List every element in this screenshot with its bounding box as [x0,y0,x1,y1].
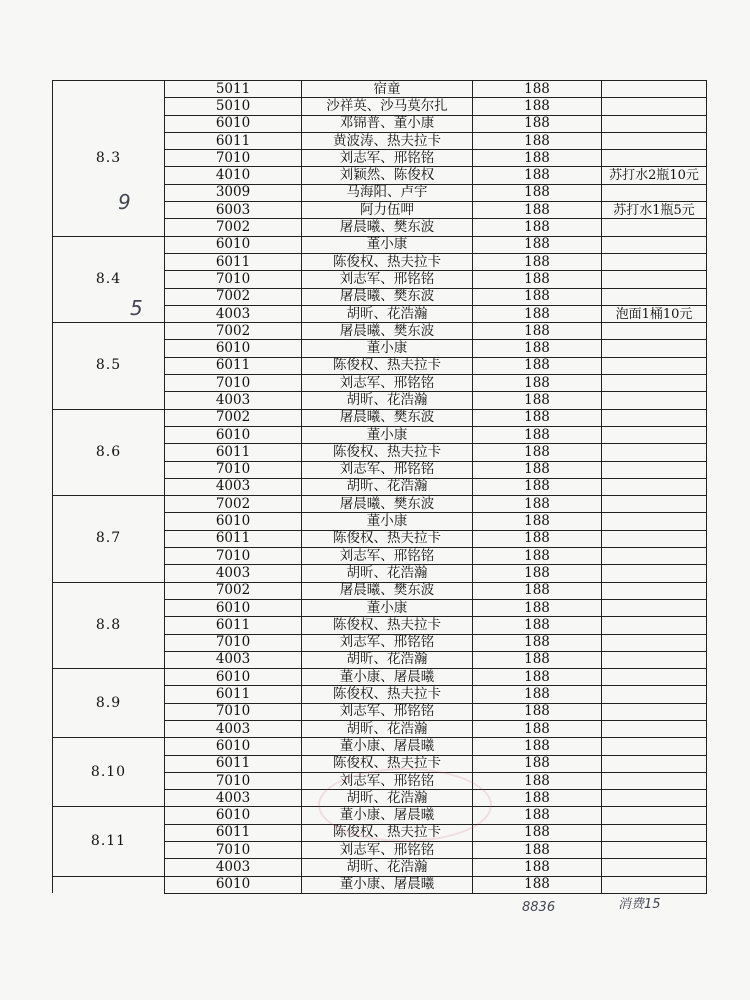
note-cell [602,253,707,270]
guest-names-cell: 胡昕、花浩瀚 [302,651,473,668]
room-number-cell: 7002 [165,219,302,236]
note-cell [602,98,707,115]
note-cell [602,807,707,824]
amount-cell: 188 [473,859,602,876]
guest-names-cell: 屠晨曦、樊东波 [302,409,473,426]
note-cell [602,444,707,461]
guest-names-cell: 屠晨曦、樊东波 [302,582,473,599]
note-cell [602,617,707,634]
note-cell: 苏打水2瓶10元 [602,167,707,184]
room-number-cell: 6011 [165,824,302,841]
amount-cell: 188 [473,132,602,149]
room-number-cell: 6011 [165,444,302,461]
guest-names-cell: 董小康 [302,340,473,357]
amount-cell: 188 [473,565,602,582]
note-cell [602,772,707,789]
guest-names-cell: 陈俊权、热夫拉卡 [302,824,473,841]
note-cell [602,599,707,616]
note-cell [602,703,707,720]
amount-cell: 188 [473,772,602,789]
guest-names-cell: 屠晨曦、樊东波 [302,219,473,236]
date-cell: 8.5 [53,323,165,409]
table-row [53,81,707,98]
date-cell: 8.11 [53,807,165,876]
note-cell [602,375,707,392]
note-cell [602,824,707,841]
amount-cell: 188 [473,150,602,167]
amount-cell: 188 [473,340,602,357]
amount-cell: 188 [473,184,602,201]
room-number-cell: 6010 [165,340,302,357]
amount-cell: 188 [473,271,602,288]
guest-names-cell: 刘志军、邢铭铭 [302,772,473,789]
guest-names-cell: 董小康 [302,236,473,253]
table-row [53,582,707,599]
amount-cell: 188 [473,755,602,772]
guest-names-cell: 陈俊权、热夫拉卡 [302,253,473,270]
room-number-cell: 6010 [165,426,302,443]
room-number-cell: 6010 [165,115,302,132]
room-number-cell: 6011 [165,530,302,547]
room-number-cell: 7002 [165,409,302,426]
guest-names-cell: 陈俊权、热夫拉卡 [302,686,473,703]
guest-names-cell: 胡昕、花浩瀚 [302,790,473,807]
guest-names-cell: 屠晨曦、樊东波 [302,323,473,340]
note-cell [602,357,707,374]
room-number-cell: 5010 [165,98,302,115]
amount-cell: 188 [473,807,602,824]
amount-cell: 188 [473,703,602,720]
guest-names-cell: 董小康 [302,513,473,530]
guest-names-cell: 胡昕、花浩瀚 [302,859,473,876]
amount-cell: 188 [473,738,602,755]
guest-names-cell: 宿童 [302,81,473,98]
note-cell [602,271,707,288]
guest-names-cell: 胡昕、花浩瀚 [302,720,473,737]
amount-cell: 188 [473,219,602,236]
guest-names-cell: 董小康、屠晨曦 [302,738,473,755]
amount-cell: 188 [473,426,602,443]
amount-cell: 188 [473,236,602,253]
amount-cell: 188 [473,288,602,305]
room-number-cell: 6011 [165,686,302,703]
amount-cell: 188 [473,392,602,409]
note-cell [602,755,707,772]
note-cell [602,634,707,651]
table-row [53,409,707,426]
room-number-cell: 4003 [165,651,302,668]
room-number-cell: 6010 [165,599,302,616]
guest-names-cell: 陈俊权、热夫拉卡 [302,617,473,634]
table-row [53,236,707,253]
table-row [53,876,707,893]
guest-names-cell: 刘志军、邢铭铭 [302,703,473,720]
amount-cell: 188 [473,599,602,616]
room-number-cell: 7002 [165,496,302,513]
guest-names-cell: 刘志军、邢铭铭 [302,461,473,478]
guest-names-cell: 刘志军、邢铭铭 [302,634,473,651]
handwritten-total: 8836 [522,900,556,915]
date-cell: 8.9 [53,669,165,738]
date-cell: 8.4 [53,236,165,322]
room-number-cell: 7010 [165,461,302,478]
guest-names-cell: 陈俊权、热夫拉卡 [302,530,473,547]
guest-names-cell: 陈俊权、热夫拉卡 [302,357,473,374]
date-cell: 8.7 [53,496,165,582]
guest-names-cell: 陈俊权、热夫拉卡 [302,755,473,772]
note-cell [602,478,707,495]
amount-cell: 188 [473,81,602,98]
amount-cell: 188 [473,548,602,565]
note-cell [602,496,707,513]
note-cell [602,859,707,876]
table-row [53,496,707,513]
note-cell [602,132,707,149]
guest-names-cell: 屠晨曦、樊东波 [302,288,473,305]
note-cell [602,115,707,132]
guest-names-cell: 刘志军、邢铭铭 [302,271,473,288]
room-number-cell: 4010 [165,167,302,184]
room-number-cell: 7002 [165,288,302,305]
guest-names-cell: 陈俊权、热夫拉卡 [302,444,473,461]
amount-cell: 188 [473,444,602,461]
guest-names-cell: 沙祥英、沙马莫尔扎 [302,98,473,115]
note-cell [602,426,707,443]
guest-names-cell: 刘志军、邢铭铭 [302,548,473,565]
guest-names-cell: 胡昕、花浩瀚 [302,565,473,582]
guest-names-cell: 胡昕、花浩瀚 [302,305,473,322]
note-cell [602,392,707,409]
date-cell [53,876,165,893]
guest-names-cell: 屠晨曦、樊东波 [302,496,473,513]
guest-names-cell: 阿力伍呷 [302,202,473,219]
note-cell [602,565,707,582]
room-number-cell: 7010 [165,271,302,288]
note-cell [602,513,707,530]
amount-cell: 188 [473,115,602,132]
amount-cell: 188 [473,651,602,668]
room-number-cell: 6011 [165,755,302,772]
amount-cell: 188 [473,513,602,530]
guest-names-cell: 黄波涛、热夫拉卡 [302,132,473,149]
note-cell: 苏打水1瓶5元 [602,202,707,219]
date-cell: 8.6 [53,409,165,495]
note-cell [602,288,707,305]
room-number-cell: 4003 [165,305,302,322]
handwritten-mark-8-4: 5 [130,296,143,320]
note-cell: 泡面1桶10元 [602,305,707,322]
note-cell [602,81,707,98]
amount-cell: 188 [473,842,602,859]
guest-names-cell: 邓锦普、董小康 [302,115,473,132]
room-number-cell: 7010 [165,772,302,789]
note-cell [602,842,707,859]
amount-cell: 188 [473,496,602,513]
amount-cell: 188 [473,375,602,392]
note-cell [602,150,707,167]
amount-cell: 188 [473,617,602,634]
room-number-cell: 4003 [165,859,302,876]
amount-cell: 188 [473,167,602,184]
room-number-cell: 4003 [165,790,302,807]
room-number-cell: 6010 [165,669,302,686]
room-number-cell: 7010 [165,548,302,565]
room-number-cell: 7010 [165,150,302,167]
table-row [53,738,707,755]
note-cell [602,184,707,201]
guest-names-cell: 董小康 [302,426,473,443]
room-number-cell: 6010 [165,807,302,824]
room-number-cell: 6010 [165,876,302,893]
room-number-cell: 5011 [165,81,302,98]
note-cell [602,686,707,703]
room-number-cell: 7002 [165,323,302,340]
room-number-cell: 6011 [165,253,302,270]
guest-names-cell: 董小康、屠晨曦 [302,807,473,824]
room-number-cell: 4003 [165,392,302,409]
date-cell: 8.8 [53,582,165,668]
amount-cell: 188 [473,824,602,841]
guest-names-cell: 胡昕、花浩瀚 [302,392,473,409]
room-number-cell: 6010 [165,513,302,530]
amount-cell: 188 [473,202,602,219]
room-number-cell: 6010 [165,236,302,253]
amount-cell: 188 [473,253,602,270]
date-cell: 8.10 [53,738,165,807]
room-number-cell: 7002 [165,582,302,599]
room-number-cell: 6003 [165,202,302,219]
handwritten-footnote: 消费15 [618,897,661,912]
note-cell [602,323,707,340]
room-number-cell: 7010 [165,375,302,392]
table-row [53,669,707,686]
guest-names-cell: 董小康、屠晨曦 [302,669,473,686]
room-number-cell: 4003 [165,565,302,582]
amount-cell: 188 [473,720,602,737]
note-cell [602,530,707,547]
room-number-cell: 4003 [165,478,302,495]
guest-names-cell: 刘志军、邢铭铭 [302,375,473,392]
room-number-cell: 7010 [165,842,302,859]
guest-names-cell: 马海阳、卢宇 [302,184,473,201]
guest-names-cell: 刘志军、邢铭铭 [302,842,473,859]
amount-cell: 188 [473,357,602,374]
room-number-cell: 7010 [165,634,302,651]
amount-cell: 188 [473,669,602,686]
amount-cell: 188 [473,478,602,495]
note-cell [602,790,707,807]
note-cell [602,738,707,755]
amount-cell: 188 [473,530,602,547]
note-cell [602,340,707,357]
faded-red-stamp [318,768,492,842]
note-cell [602,548,707,565]
handwritten-mark-8-3: 9 [118,190,131,214]
note-cell [602,651,707,668]
amount-cell: 188 [473,461,602,478]
room-number-cell: 7010 [165,703,302,720]
note-cell [602,582,707,599]
note-cell [602,409,707,426]
amount-cell: 188 [473,634,602,651]
room-number-cell: 6011 [165,357,302,374]
room-number-cell: 3009 [165,184,302,201]
amount-cell: 188 [473,323,602,340]
amount-cell: 188 [473,582,602,599]
guest-names-cell: 胡昕、花浩瀚 [302,478,473,495]
guest-names-cell: 刘志军、邢铭铭 [302,150,473,167]
guest-names-cell: 董小康 [302,599,473,616]
note-cell [602,461,707,478]
note-cell [602,219,707,236]
amount-cell: 188 [473,876,602,893]
guest-names-cell: 刘颖然、陈俊权 [302,167,473,184]
date-cell: 8.3 [53,81,165,237]
amount-cell: 188 [473,409,602,426]
amount-cell: 188 [473,305,602,322]
note-cell [602,720,707,737]
room-number-cell: 4003 [165,720,302,737]
room-number-cell: 6011 [165,617,302,634]
amount-cell: 188 [473,98,602,115]
note-cell [602,669,707,686]
amount-cell: 188 [473,790,602,807]
room-number-cell: 6011 [165,132,302,149]
note-cell [602,876,707,893]
table-row [53,323,707,340]
guest-names-cell: 董小康、屠晨曦 [302,876,473,893]
room-number-cell: 6010 [165,738,302,755]
amount-cell: 188 [473,686,602,703]
note-cell [602,236,707,253]
